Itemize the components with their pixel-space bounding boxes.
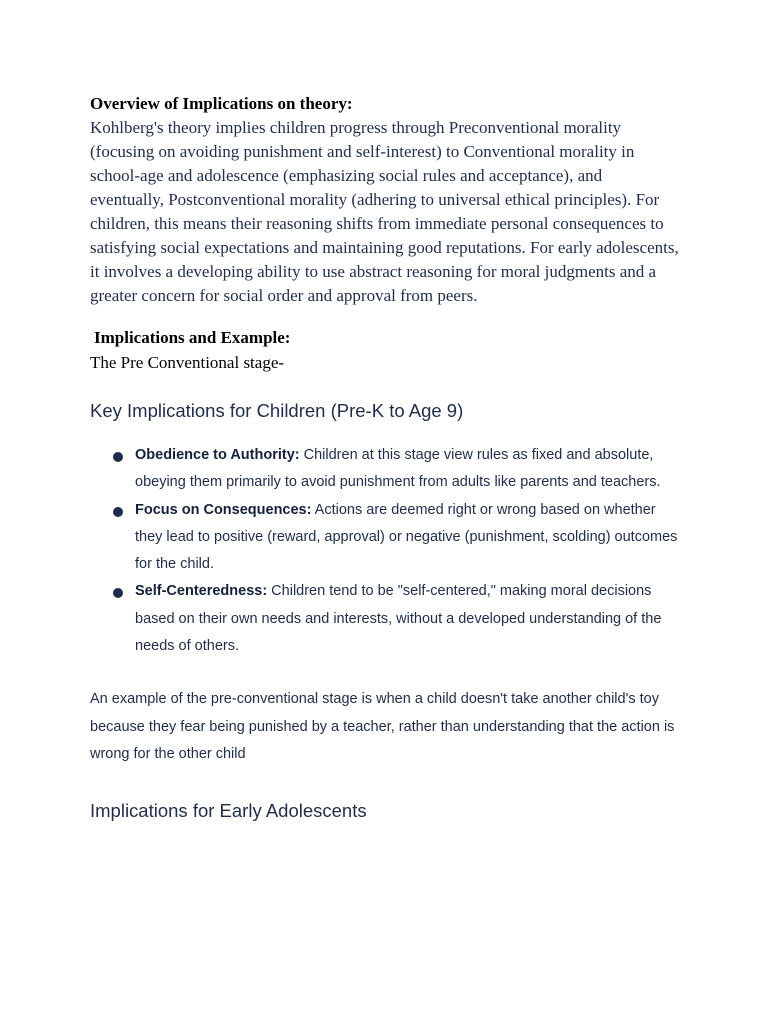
stage-label: The Pre Conventional stage- [90, 353, 285, 372]
bullet-icon [113, 507, 123, 517]
document-content [90, 94, 680, 824]
list-item [135, 578, 680, 660]
example-paragraph: An example of the pre-conventional stage is when a child doesn't take another child's toy because they fear being punished by a teacher, rather than understanding that the action is wrong for the other child [90, 691, 675, 762]
bullet-text: Children at this stage view rules as fixed and absolute, obeying them primarily to avoid punishment from adults like parents and teachers. [135, 447, 661, 491]
list-item [135, 497, 680, 579]
bullet-text: Children tend to be "self-centered," making moral decisions based on their own needs and interests, without a developed understanding of the needs of others. [135, 583, 662, 655]
overview-heading: Overview of Implications on theory: [90, 94, 353, 113]
bullet-term: Self-Centeredness: [135, 583, 268, 600]
children-section-heading: Key Implications for Children (Pre-K to Age 9) [90, 400, 464, 421]
adolescents-section-heading: Implications for Early Adolescents [90, 800, 367, 822]
bullet-text: Actions are deemed right or wrong based on whether they lead to positive (reward, approval) or negative (punishment, scolding) outcomes for the child. [135, 501, 678, 573]
bullet-term: Focus on Consequences: [135, 501, 312, 518]
bullet-icon [113, 452, 123, 462]
list-item [135, 442, 680, 497]
bullet-term: Obedience to Authority: [135, 447, 300, 463]
implications-heading: Implications and Example: [94, 328, 291, 347]
implications-bullet-list [90, 442, 680, 660]
bullet-icon [113, 588, 123, 598]
overview-paragraph: Kohlberg's theory implies children progress through Preconventional morality (focusing on avoiding punishment and self-interest) to Conventional morality in school-age and adolescence (emphasizing social rules and acceptance), and eventually, Postconventional morality (adhering to universal ethical principles). For children, this means their reasoning shifts from immediate personal consequences to satisfying social expectations and maintaining good reputations. For early adolescents, it involves a developing ability to use abstract reasoning for moral judgments and a greater concern for social order and approval from peers. [90, 118, 679, 305]
